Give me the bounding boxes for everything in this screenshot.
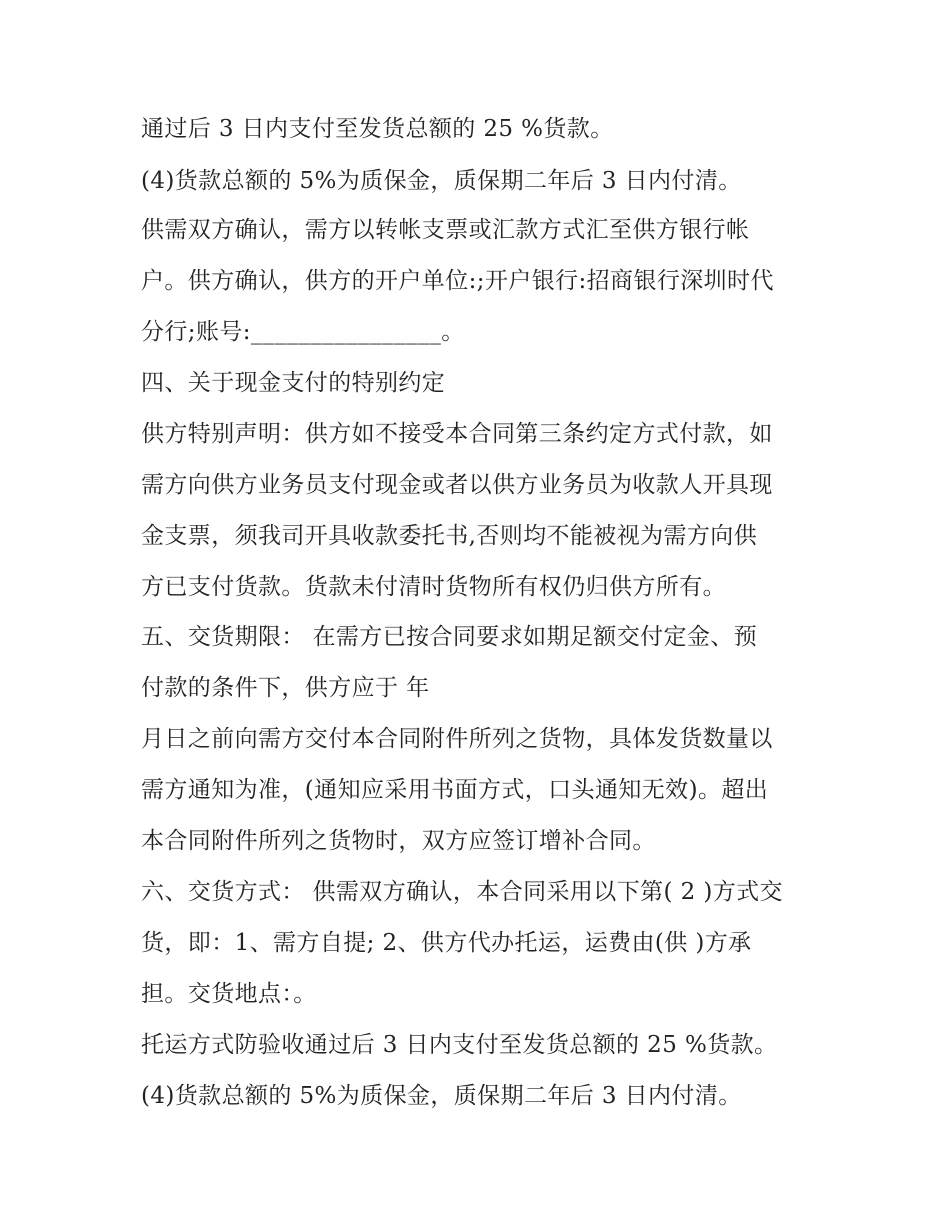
text-line: 担。交货地点：。 bbox=[141, 981, 317, 1007]
text-line: 月日之前向需方交付本合同附件所列之货物，具体发货数量以 bbox=[141, 726, 773, 752]
text-line: 供方特别声明：供方如不接受本合同第三条约定方式付款，如 bbox=[141, 421, 773, 447]
text-line: 托运方式防验收通过后 3 日内支付至发货总额的 25 %货款。 bbox=[141, 1032, 778, 1058]
text-line: 分行;账号:________________。 bbox=[141, 319, 465, 345]
text-line: 付款的条件下，供方应于 年 bbox=[141, 675, 430, 701]
text-line: 户。供方确认，供方的开户单位:;开户银行:招商银行深圳时代 bbox=[141, 268, 774, 294]
text-line: 需方通知为准，(通知应采用书面方式，口头通知无效)。超出 bbox=[141, 777, 769, 803]
text-line: 金支票，须我司开具收款委托书,否则均不能被视为需方向供 bbox=[141, 523, 758, 549]
text-line: 需方向供方业务员支付现金或者以供方业务员为收款人开具现 bbox=[141, 472, 773, 498]
text-line: 货，即：1、需方自提; 2、供方代办托运，运费由(供 )方承 bbox=[141, 930, 752, 956]
section-heading: 四、关于现金支付的特别约定 bbox=[141, 370, 446, 396]
text-line: (4)货款总额的 5%为质保金，质保期二年后 3 日内付清。 bbox=[141, 168, 742, 194]
section-heading: 六、交货方式： 供需双方确认，本合同采用以下第( 2 )方式交 bbox=[141, 879, 783, 905]
text-line: 通过后 3 日内支付至发货总额的 25 %货款。 bbox=[141, 116, 614, 142]
text-line: 供需双方确认，需方以转帐支票或汇款方式汇至供方银行帐 bbox=[141, 217, 750, 243]
text-line: 本合同附件所列之货物时，双方应签订增补合同。 bbox=[141, 828, 656, 854]
text-line: (4)货款总额的 5%为质保金，质保期二年后 3 日内付清。 bbox=[141, 1083, 742, 1109]
section-heading: 五、交货期限： 在需方已按合同要求如期足额交付定金、预 bbox=[141, 624, 758, 650]
text-line: 方已支付货款。货款未付清时货物所有权仍归供方所有。 bbox=[141, 574, 726, 600]
